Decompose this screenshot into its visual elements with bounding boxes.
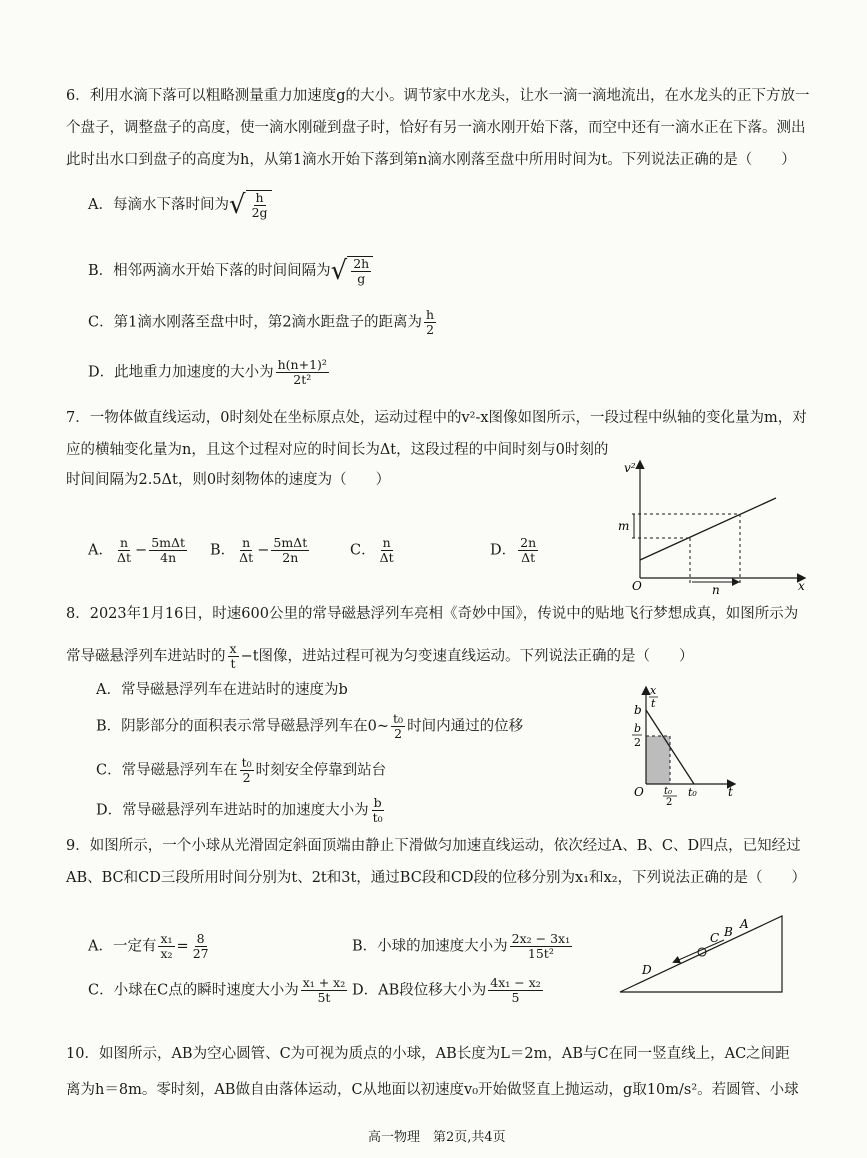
minus-sign: − — [257, 542, 270, 559]
y-label-den: t — [651, 697, 656, 710]
q9-option-d — [352, 976, 545, 1005]
q10-line1: 10．如图所示，AB为空心圆管、C为可视为质点的小球，AB长度为L＝2m，AB与C在同一竖直线上，AC之间距 — [66, 1046, 790, 1062]
option-label: B． — [210, 542, 236, 559]
graph-line — [640, 498, 776, 560]
frac-num: 2x₂ − 3x₁ — [511, 931, 571, 946]
frac-den: 4n — [160, 550, 177, 565]
frac-den: 2n — [282, 550, 299, 565]
frac-num: b — [373, 795, 382, 810]
q6-line2: 个盘子，调整盘子的高度，使一滴水刚碰到盘子时，恰好有另一滴水刚开始下落，而空中还有一滴水正在下落。测出 — [66, 120, 806, 136]
q9-option-b-text: B．小球的加速度大小为 — [352, 938, 508, 955]
q9-line1: 9．如图所示，一个小球从光滑固定斜面顶端由静止下滑做匀加速直线运动，依次经过A、B、C、D四点，已知经过 — [66, 838, 801, 854]
y-label-num: x — [650, 684, 657, 697]
q9-option-c — [88, 976, 349, 1005]
frac-den: 27 — [192, 946, 209, 961]
t0-label: t₀ — [688, 786, 697, 799]
sqrt: √ $\frac{2h}{g}$ — [331, 256, 374, 286]
frac-den: Δt — [239, 550, 254, 565]
m-label: m — [618, 519, 630, 533]
frac-den: Δt — [521, 550, 536, 565]
shaded-area — [646, 736, 670, 784]
page-footer: 高一物理 第2页,共4页 — [368, 1130, 506, 1145]
frac-num: x — [229, 641, 237, 656]
frac-den: 2 — [242, 770, 251, 785]
q8-option-b-text: B．阴影部分的面积表示常导磁悬浮列车在0~ — [96, 718, 390, 735]
point-label-b: B — [724, 925, 733, 939]
minus-sign: − — [135, 542, 148, 559]
q7-option-c — [350, 536, 398, 565]
frac-num: n — [119, 535, 129, 550]
frac-den: Δt — [379, 550, 394, 565]
frac-num: t₀ — [393, 711, 404, 726]
incline — [620, 916, 782, 992]
q8-option-c-text: C．常导磁悬浮列车在 — [96, 762, 238, 779]
frac-den: g — [357, 271, 366, 286]
frac-den: t — [230, 656, 236, 671]
q8-line2-b: −t图像，进站过程可视为匀变速直线运动。下列说法正确的是（ ） — [240, 648, 694, 665]
q7-option-b — [210, 536, 311, 565]
frac-den: 5t — [317, 990, 331, 1005]
frac-num: h(n+1)² — [277, 357, 327, 372]
q9-option-d-text: D．AB段位移大小为 — [352, 982, 487, 999]
frac-den: Δt — [116, 550, 132, 565]
point-label-d: D — [642, 963, 652, 977]
q7-line2: 应的横轴变化量为n，且这个过程对应的时间长为Δt，这段过程的中间时刻与0时刻的 — [66, 442, 609, 458]
t0-half-num: t₀ — [664, 786, 673, 797]
frac-den: t₀ — [372, 810, 383, 825]
q8-line2-a: 常导磁悬浮列车进站时的 — [66, 648, 226, 665]
frac-den: 2 — [426, 322, 435, 337]
y-axis-label: v² — [624, 461, 636, 475]
frac-den: 2 — [394, 726, 403, 741]
q8-option-b-text2: 时间内通过的位移 — [407, 718, 524, 735]
q8-option-a: A．常导磁悬浮列车在进站时的速度为b — [96, 682, 348, 698]
frac-den: 5 — [511, 990, 520, 1005]
q6-option-c — [88, 308, 438, 337]
fraction — [424, 308, 436, 337]
option-label: D． — [490, 542, 517, 559]
sqrt: √ $\frac{h}{2g}$ — [229, 190, 272, 220]
frac-num: 2h — [353, 256, 370, 271]
q6-line3: 此时出水口到盘子的高度为h，从第1滴水开始下落到第n滴水刚落至盘中所用时间为t。下列说法正确的是（ ） — [66, 152, 796, 168]
q8-line2 — [66, 642, 694, 671]
frac-num: 2n — [520, 535, 537, 550]
option-label: A． — [88, 542, 113, 559]
frac-num: h — [255, 190, 264, 205]
x-axis-label: x — [798, 579, 805, 593]
q7-option-a — [88, 536, 189, 565]
q9-option-a-text: A．一定有 — [88, 938, 157, 955]
q7-line3: 时间间隔为2.5Δt，则0时刻物体的速度为（ ） — [66, 472, 391, 488]
frac-num: x₁ — [160, 931, 173, 946]
q7-v2-x-graph — [612, 456, 812, 596]
frac-num: n — [242, 535, 251, 550]
point-label-c: C — [710, 931, 720, 945]
q8-option-d — [96, 796, 387, 825]
q9-incline-figure — [612, 908, 792, 1000]
t0-half-den: 2 — [666, 797, 673, 806]
frac-num: n — [382, 535, 391, 550]
frac-den: 2g — [251, 205, 268, 220]
q6-option-d — [88, 358, 331, 387]
frac-den: 15t² — [527, 946, 554, 961]
q8-option-c — [96, 756, 386, 785]
q8-option-b — [96, 712, 523, 741]
origin-label: O — [632, 579, 642, 593]
q6-option-a — [88, 190, 272, 220]
frac-num: 8 — [196, 931, 205, 946]
fraction — [276, 358, 329, 387]
frac-den: x₂ — [160, 946, 173, 961]
q6-line1: 6．利用水滴下落可以粗略测量重力加速度g的大小。调节家中水龙头，让水一滴一滴地流出，在水龙头的正下方放一 — [66, 88, 810, 104]
q6-option-a-text: A．每滴水下落时间为 — [88, 197, 229, 213]
q8-xt-t-graph — [622, 680, 752, 806]
q8-line1: 8．2023年1月16日，时速600公里的常导磁悬浮列车亮相《奇妙中国》，传说中的贴地飞行梦想成真，如图所示为 — [66, 606, 799, 622]
b-label: b — [634, 703, 642, 717]
q9-option-a — [88, 932, 213, 961]
q9-option-b — [352, 932, 574, 961]
q6-option-b — [88, 256, 373, 286]
equals-sign: = — [176, 938, 189, 955]
b-half-num: b — [634, 722, 642, 735]
q8-option-d-text: D．常导磁悬浮列车进站时的加速度大小为 — [96, 802, 369, 819]
frac-num: 4x₁ − x₂ — [490, 975, 541, 990]
point-label-a: A — [740, 917, 749, 931]
q6-option-d-text: D．此地重力加速度的大小为 — [88, 364, 274, 381]
frac-num: t₀ — [241, 755, 252, 770]
option-label: C． — [350, 542, 376, 559]
b-half-den: 2 — [634, 736, 641, 749]
frac-num: h — [426, 307, 435, 322]
q9-option-c-text: C．小球在C点的瞬时速度大小为 — [88, 982, 299, 999]
q6-option-b-text: B．相邻两滴水开始下落的时间间隔为 — [88, 263, 331, 279]
t-axis-label: t — [728, 785, 733, 799]
q7-option-d — [490, 536, 540, 565]
frac-num: x₁ + x₂ — [302, 975, 346, 990]
frac-den: 2t² — [293, 372, 312, 387]
frac-num: 5mΔt — [151, 535, 186, 550]
q9-line2: AB、BC和CD三段所用时间分别为t、2t和3t，通过BC段和CD段的位移分别为x₁和x₂，下列说法正确的是（ ） — [66, 870, 807, 886]
origin-label: O — [634, 785, 644, 799]
q10-line2: 离为h＝8m。零时刻，AB做自由落体运动，C从地面以初速度v₀开始做竖直上抛运动，g取10m/s²。若圆管、小球 — [66, 1082, 799, 1098]
frac-num: 5mΔt — [273, 535, 308, 550]
q6-option-c-text: C．第1滴水刚落至盘中时，第2滴水距盘子的距离为 — [88, 314, 423, 331]
n-label: n — [712, 583, 720, 596]
q8-option-c-text2: 时刻安全停靠到站台 — [255, 762, 387, 779]
q7-line1: 7．一物体做直线运动，0时刻处在坐标原点处，运动过程中的v²-x图像如图所示，一段过程中纵轴的变化量为m，对 — [66, 410, 807, 426]
